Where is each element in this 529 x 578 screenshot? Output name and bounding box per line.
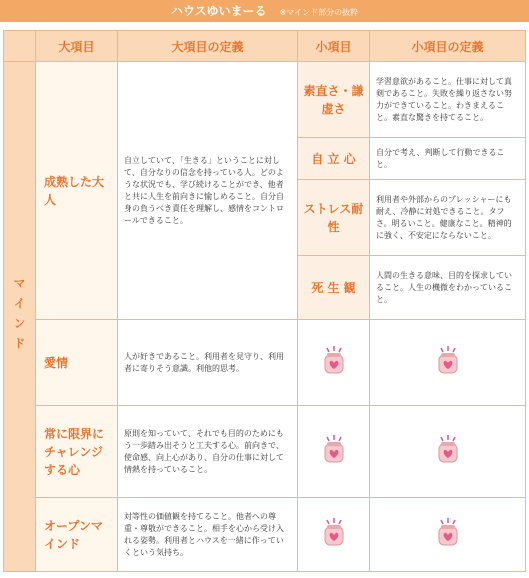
title-bar [0,0,529,22]
table-row [4,406,526,498]
sub-definition: 人間の生きる意味、目的を探求していること。人生の機微をわかっていること。 [370,256,526,320]
col-header-sub-definition: 小項目の定義 [370,31,526,62]
side-label-cell [4,62,36,572]
sub-definition: 自分で考え、判断して行動できること。 [370,138,526,180]
table-row [4,498,526,572]
sub-item: ストレス耐性 [298,180,370,256]
sub-definition: 学習意欲があること。仕事に対して真剣であること。失敗を繰り返さない努力ができていること。わきまえること。素直な驚きを持てること。 [370,62,526,138]
mind-table [3,30,526,572]
heart-jar-icon [434,435,462,465]
major-item: 愛情 [36,320,118,406]
side-label: マインド [12,276,26,357]
heart-jar-icon [320,346,348,376]
sub-item: 死 生 観 [298,256,370,320]
col-header-sub: 小項目 [298,31,370,62]
mind-table-frame [3,30,525,575]
table-row [4,62,526,138]
sub-icon-cell [298,498,370,572]
heart-jar-icon [320,518,348,548]
major-definition: 自立していて、「生きる」ということに対して、自分なりの信念を持っている人。どのような状況でも、学び続けることができ、他者と共に人生を前向きに愉しめること。自分自身の負うべき責任を理解し、感情をコントロールできること。 [118,62,298,320]
sub-definition-icon-cell [370,498,526,572]
sub-definition-icon-cell [370,320,526,406]
page-subtitle: ※マインド部分の抜粋 [279,8,359,17]
sub-definition: 利用者や外部からのプレッシャーにも耐え、冷静に対処できること。タフさ。明るいこと。健康なこと。精神的に強く、不安定にならないこと。 [370,180,526,256]
sub-item: 自 立 心 [298,138,370,180]
table-row [4,320,526,406]
major-definition: 原則を知っていて、それでも目的のためにもう一歩踏み出そうと工夫する心。前向きで、使命感、向上心があり、自分の仕事に対して情熱を持っていること。 [118,406,298,498]
page-title: ハウスゆいまーる [170,4,267,18]
header-row [4,31,526,62]
sub-definition-icon-cell [370,406,526,498]
heart-jar-icon [434,518,462,548]
major-item: 常に限界にチャレンジする心 [36,406,118,498]
sub-icon-cell [298,406,370,498]
major-item: 成熟した大人 [36,62,118,320]
col-header-major-definition: 大項目の定義 [118,31,298,62]
major-definition: 人が好きであること。利用者を見守り、利用者に寄りそう意識。利他的思考。 [118,320,298,406]
heart-jar-icon [434,346,462,376]
major-definition: 対等性の価値観を持てること。他者への尊重・尊敬ができること。相手を心から受け入れる姿勢。利用者とハウスを一緒に作っていくという気持ち。 [118,498,298,572]
heart-jar-icon [320,435,348,465]
major-item: オープンマインド [36,498,118,572]
sub-item: 素直さ・謙虚さ [298,62,370,138]
sub-icon-cell [298,320,370,406]
col-header-major: 大項目 [36,31,118,62]
corner-cell [4,31,36,62]
